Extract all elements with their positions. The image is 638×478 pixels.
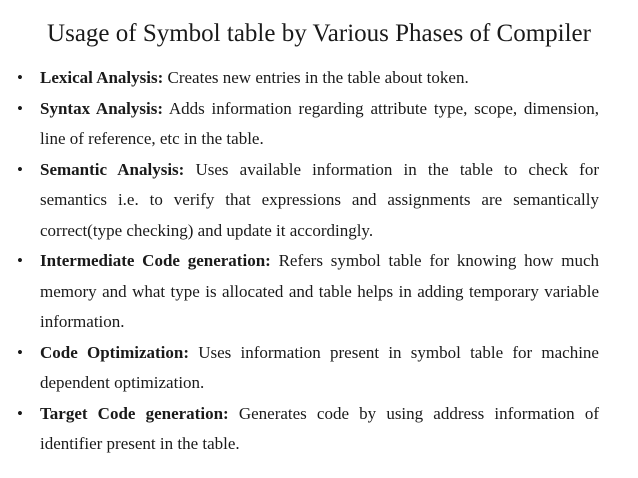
bullet-term: Intermediate Code generation: — [40, 251, 271, 270]
bullet-item-semantic-analysis — [0, 155, 638, 247]
bullet-text — [40, 338, 599, 399]
slide-title: Usage of Symbol table by Various Phases of Compiler — [47, 20, 591, 47]
bullet-item-intermediate-code-generation — [0, 246, 638, 338]
bullet-text — [40, 399, 599, 460]
bullet-term: Code Optimization: — [40, 342, 189, 362]
bullet-item-lexical-analysis — [0, 63, 638, 94]
bullet-item-target-code-generation — [0, 399, 638, 460]
bullet-term: Lexical Analysis: — [40, 68, 164, 87]
bullet-term: Syntax Analysis: — [40, 98, 163, 118]
bullet-text — [40, 63, 599, 94]
bullet-text — [40, 94, 599, 155]
bullet-icon: • — [17, 68, 23, 87]
bullet-icon: • — [17, 342, 23, 362]
bullet-icon: • — [17, 403, 23, 423]
bullet-item-syntax-analysis — [0, 94, 638, 155]
bullet-item-code-optimization — [0, 338, 638, 399]
bullet-icon: • — [17, 98, 23, 118]
bullet-description: Uses available information in the table to check for semantics i.e. to verify that expressions and assignments are semantically correct(type checking) and update it accordingly. — [40, 159, 599, 240]
bullet-description: Adds information regarding attribute type, scope, dimension, line of reference, etc in the table. — [40, 98, 599, 148]
bullet-icon: • — [17, 159, 23, 179]
bullet-term: Semantic Analysis: — [40, 159, 185, 179]
bullet-text — [40, 155, 599, 247]
bullet-description: Generates code by using address information of identifier present in the table. — [40, 403, 599, 453]
bullet-description: Refers symbol table for knowing how much memory and what type is allocated and table helps in adding temporary variable information. — [40, 251, 599, 331]
bullet-term: Target Code generation: — [40, 403, 229, 423]
bullet-description: Uses information present in symbol table for machine dependent optimization. — [40, 342, 599, 392]
bullet-icon: • — [17, 251, 23, 270]
bullet-list — [0, 63, 638, 460]
bullet-text — [40, 246, 599, 338]
bullet-description: Creates new entries in the table about token. — [163, 68, 469, 87]
